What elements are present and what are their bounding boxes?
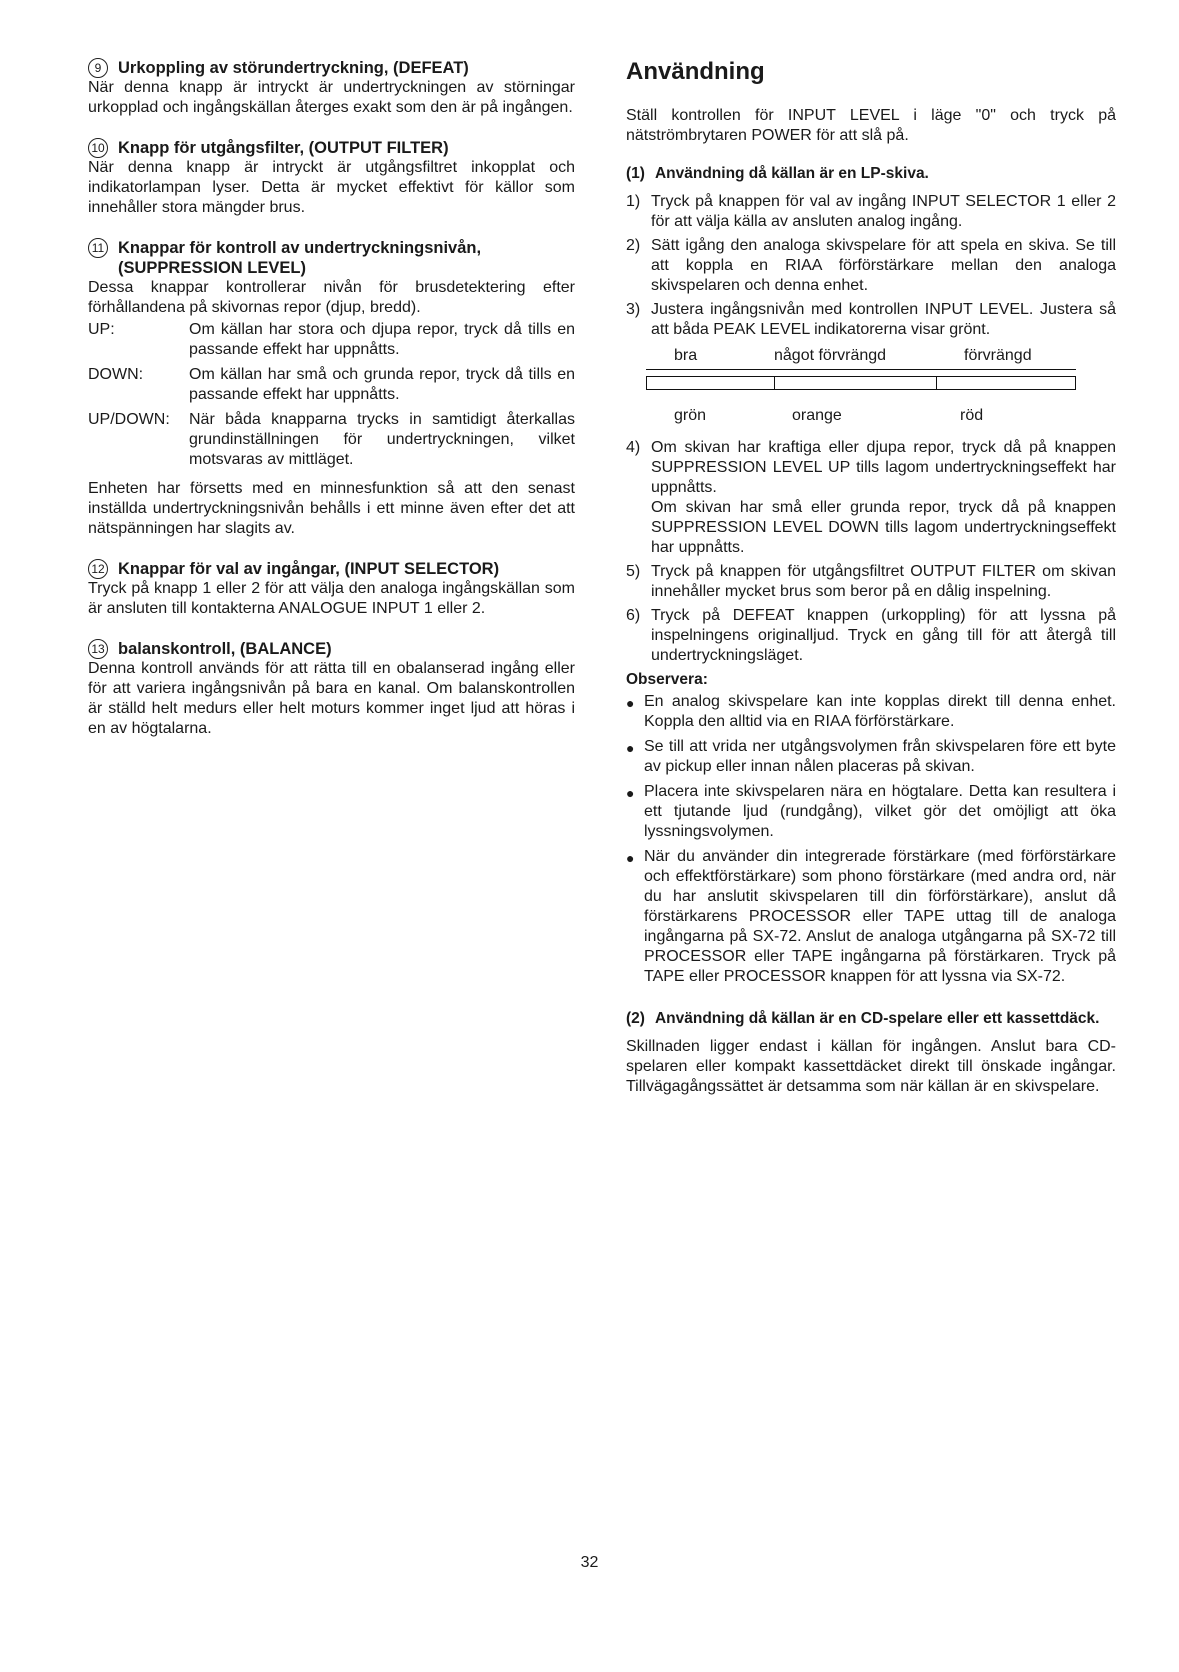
bullet-icon: ●: [626, 850, 635, 866]
section-title: balanskontroll, (BALANCE): [118, 640, 332, 658]
left-column: [88, 58, 575, 759]
definition-term: UP/DOWN:: [88, 411, 170, 428]
subsection-body: Skillnaden ligger endast i källan för ingången. Anslut bara CD-spelaren eller kompakt kassettdäcket direkt till önskade ingångar. Tillvägagångssättet är detsamma som när källan är en skivspelare.: [626, 1038, 1116, 1095]
section-input-selector: [88, 559, 575, 619]
step-number: 4): [626, 439, 641, 456]
note-text: När du använder din integrerade förstärkare (med förförstärkare och effektförstärkare) som phono förstärkare (med andra ord, när du har anslutit skivspelaren till din förförstärkare), anslut då förstärkarens PROCESSOR eller TAPE uttag till de analoga ingångarna på SX-72. Anslut de analoga utgångarna på SX-72 till PROCESSOR eller TAPE ingångarna på förstärkaren. Tryck på TAPE eller PROCESSOR knappen för att lyssna via SX-72.: [644, 848, 1116, 985]
step-text: Justera ingångsnivån med kontrollen INPUT LEVEL. Justera så att båda PEAK LEVEL indikatorerna visar grönt.: [651, 301, 1116, 338]
step-item: [626, 606, 1116, 666]
level-scale-diagram: [626, 346, 1116, 432]
section-suppression-level: [88, 238, 575, 539]
section-body: När denna knapp är intryckt är utgångsfiltret inkopplat och indikatorlampan lyser. Detta är mycket effektivt för källor som innehåller stora mängder brus.: [88, 159, 575, 216]
circled-number: 9: [88, 58, 108, 78]
section-title: Urkoppling av störundertryckning, (DEFEAT): [118, 59, 469, 77]
section-balance: [88, 639, 575, 739]
circled-number: 11: [88, 238, 108, 258]
circled-number: 13: [88, 639, 108, 659]
step-text: Sätt igång den analoga skivspelare för att spela en skiva. Se till att koppla en RIAA förförstärkare mellan den analoga skivspelaren och denna enhet.: [651, 237, 1116, 294]
section-heading: [88, 639, 575, 659]
subsection-heading-cd: [626, 1009, 1116, 1029]
steps-list-b: [626, 438, 1116, 666]
note-item: [626, 692, 1116, 732]
subsection-number: (1): [626, 165, 645, 182]
definition-desc: Om källan har små och grunda repor, tryck då tills en passande effekt har uppnåtts.: [189, 366, 575, 403]
step-number: 1): [626, 193, 641, 210]
scale-divider: [936, 376, 937, 390]
scale-bar: [646, 376, 1076, 390]
step-text: Tryck på knappen för utgångsfiltret OUTPUT FILTER om skivan innehåller mycket brus som beror på en dålig inspelning.: [651, 563, 1116, 600]
step-number: 6): [626, 607, 641, 624]
step-text: Tryck på knappen för val av ingång INPUT SELECTOR 1 eller 2 för att välja källa av ansluten analog ingång.: [651, 193, 1116, 230]
step-text: Om skivan har kraftiga eller djupa repor, tryck då på knappen SUPPRESSION LEVEL UP tills lagom undertryckningseffekt har uppnåtts.: [651, 439, 1116, 496]
step-text: Tryck på DEFEAT knappen (urkoppling) för att lyssna på inspelningens originalljud. Tryck en gång till för att återgå till undertryckningsläget.: [651, 607, 1116, 664]
section-title: Knappar för kontroll av undertryckningsnivån, (SUPPRESSION LEVEL): [118, 239, 482, 277]
section-title: Knappar för val av ingångar, (INPUT SELECTOR): [118, 560, 500, 578]
section-heading: [88, 58, 575, 78]
section-note: Enheten har försetts med en minnesfunktion så att den senast inställda undertryckningsnivån behålls i ett minne även efter det att nätspänningen har slagits av.: [88, 480, 575, 537]
subsection-number: (2): [626, 1010, 645, 1027]
note-item: [626, 847, 1116, 987]
definition-desc: Om källan har stora och djupa repor, tryck då tills en passande effekt har uppnåtts.: [189, 321, 575, 358]
page-number: 32: [580, 1554, 599, 1571]
subsection-title: Användning då källan är en CD-spelare eller ett kassettdäck.: [654, 1010, 1100, 1027]
definition-term: DOWN:: [88, 366, 144, 383]
section-title: Knapp för utgångsfilter, (OUTPUT FILTER): [118, 139, 449, 157]
section-heading: [88, 238, 575, 278]
bullet-icon: ●: [626, 695, 635, 711]
step-item: [626, 300, 1116, 340]
right-column: [626, 58, 1116, 1097]
scale-top-line: [646, 369, 1076, 370]
subsection-heading-lp: [626, 164, 1116, 184]
step-body: [651, 438, 1116, 558]
step-item: [626, 438, 1116, 558]
note-text: Placera inte skivspelaren nära en högtalare. Detta kan resultera i ett tjutande ljud (rundgång), vilket gör det omöjligt att öka lyssningsvolymen.: [644, 783, 1116, 840]
scale-label-green: grön: [674, 407, 707, 424]
intro-text: Ställ kontrollen för INPUT LEVEL i läge "0" och tryck på nätströmbrytaren POWER för att slå på.: [626, 107, 1116, 144]
subsection-title: Användning då källan är en LP-skiva.: [654, 165, 929, 182]
step-item: [626, 192, 1116, 232]
section-body: När denna knapp är intryckt är undertryckningen av störningar urkopplad och ingångskällan återges exakt som den är på ingången.: [88, 79, 575, 116]
circled-number: 12: [88, 559, 108, 579]
page-heading: Användning: [626, 58, 765, 85]
step-number: 2): [626, 237, 641, 254]
bullet-icon: ●: [626, 785, 635, 801]
step-number: 3): [626, 301, 641, 318]
scale-divider: [774, 376, 775, 390]
step-number: 5): [626, 563, 641, 580]
bullet-icon: ●: [626, 740, 635, 756]
steps-list-a: [626, 192, 1116, 340]
note-item: [626, 782, 1116, 842]
section-defeat: [88, 58, 575, 118]
scale-label-distorted: förvrängd: [964, 347, 1032, 364]
note-text: Se till att vrida ner utgångsvolymen från skivspelaren före ett byte av pickup eller innan nålen placeras på skivan.: [644, 738, 1116, 775]
scale-label-slightly-distorted: något förvrängd: [774, 347, 887, 364]
notes-list: [626, 692, 1116, 987]
circled-number: 10: [88, 138, 108, 158]
section-body: Dessa knappar kontrollerar nivån för brusdetektering efter förhållandena på skivornas repor (djup, bredd).: [88, 279, 575, 316]
step-item: [626, 562, 1116, 602]
note-text: En analog skivspelare kan inte kopplas direkt till denna enhet. Koppla den alltid via en RIAA förförstärkare.: [644, 693, 1116, 730]
section-output-filter: [88, 138, 575, 218]
scale-label-good: bra: [674, 347, 698, 364]
section-heading: [88, 559, 575, 579]
note-item: [626, 737, 1116, 777]
definition-term: UP:: [88, 321, 115, 338]
section-body: Tryck på knapp 1 eller 2 för att välja den analoga ingångskällan som är ansluten till kontakterna ANALOGUE INPUT 1 eller 2.: [88, 580, 575, 617]
step-text-continued: Om skivan har små eller grunda repor, tryck då på knappen SUPPRESSION LEVEL DOWN tills lagom undertryckningseffekt har uppnåtts.: [651, 499, 1116, 556]
definition-desc: När båda knapparna trycks in samtidigt återkallas grundinställningen för undertryckningen, vilket motsvaras av mittläget.: [189, 411, 575, 468]
scale-label-red: röd: [960, 407, 984, 424]
section-body: Denna kontroll används för att rätta till en obalanserad ingång eller för att variera ingångsnivån på bara en kanal. Om balanskontrollen är ställd helt medurs eller helt moturs kommer inget ljud att höras i en av högtalarna.: [88, 660, 575, 737]
step-item: [626, 236, 1116, 296]
notes-heading: Observera:: [626, 671, 708, 688]
definition-list: [88, 320, 575, 475]
section-heading: [88, 138, 575, 158]
scale-label-orange: orange: [792, 407, 842, 424]
